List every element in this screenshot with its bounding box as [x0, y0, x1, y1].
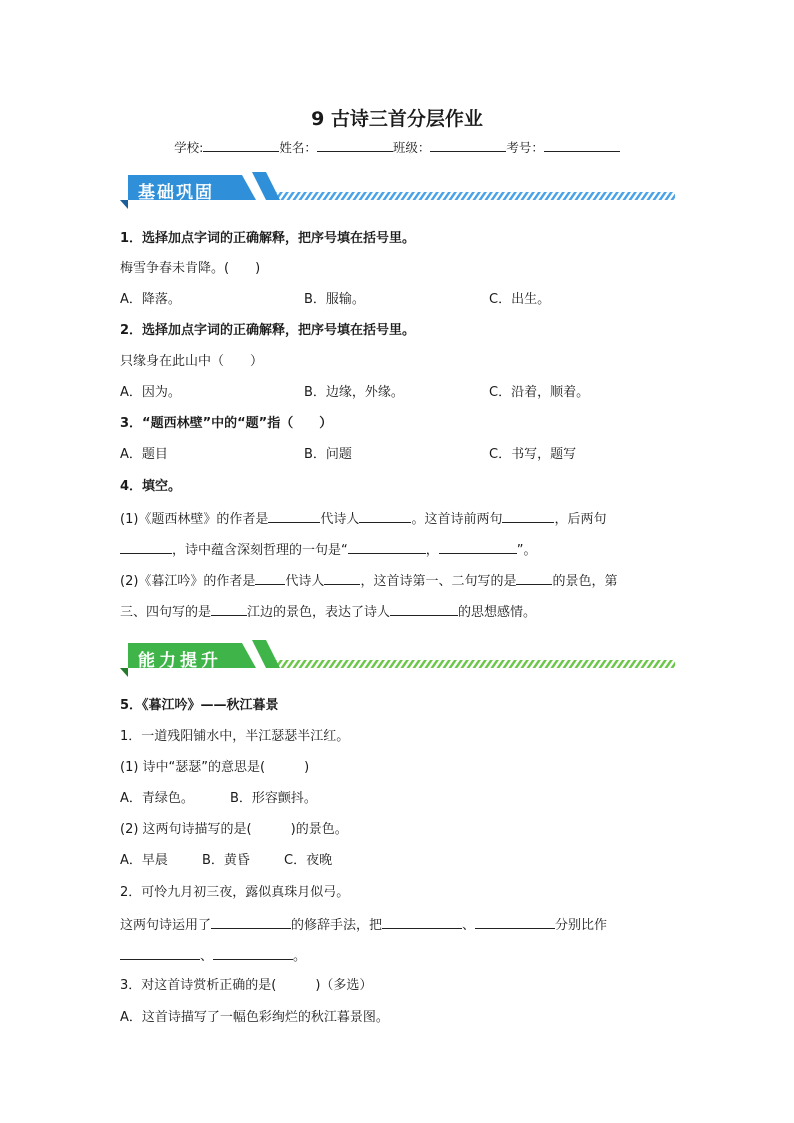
q4-line-4	[120, 602, 536, 622]
section-title-advanced: 能力提升	[138, 651, 222, 671]
q5-item-3: 3．对这首诗赏析正确的是( )（多选）	[120, 978, 373, 993]
q5-item-1: 1．一道残阳铺水中，半江瑟瑟半江红。	[120, 729, 350, 744]
q5-text: 这两句诗运用了	[120, 918, 212, 933]
student-info-line	[0, 138, 794, 156]
q4-blank[interactable]	[359, 509, 411, 523]
section-banner-basic	[120, 172, 675, 210]
q5-text: 。	[293, 949, 307, 964]
q4-line-3	[120, 571, 617, 591]
q5-item-2-line-1	[120, 915, 607, 935]
q5-text: 的修辞手法，把	[291, 918, 383, 933]
q1-option-c[interactable]: C．出生。	[489, 292, 551, 307]
q5-item-1a-option-b[interactable]: B．形容颤抖。	[230, 791, 317, 806]
q4-text: (1)《题西林壁》的作者是	[120, 512, 269, 527]
q3-option-c[interactable]: C．书写，题写	[489, 447, 577, 462]
q4-text: 的思想感情。	[458, 605, 537, 620]
q4-blank[interactable]	[211, 602, 247, 616]
q4-prompt: 4．填空。	[120, 479, 182, 494]
q5-item-1a: (1) 诗中“瑟瑟”的意思是( )	[120, 760, 310, 775]
q4-line-2	[120, 540, 537, 560]
q5-item-1a-option-a[interactable]: A．青绿色。	[120, 791, 194, 806]
q5-blank[interactable]	[120, 946, 200, 960]
q4-text: 。这首诗前两句	[411, 512, 503, 527]
q3-option-b[interactable]: B．问题	[304, 447, 352, 462]
q4-blank[interactable]	[348, 540, 426, 554]
q4-blank[interactable]	[255, 571, 285, 585]
q4-text: ，诗中蕴含深刻哲理的一句是“	[172, 543, 348, 558]
q4-blank[interactable]	[390, 602, 458, 616]
q1-sentence: 梅雪争春未肯降。( )	[120, 261, 261, 276]
q4-text: ，	[425, 543, 439, 558]
q4-text: ”。	[516, 543, 537, 558]
page-title: 9 古诗三首分层作业	[311, 108, 483, 130]
q4-line-1	[120, 509, 606, 529]
q2-option-c[interactable]: C．沿着，顺着。	[489, 385, 590, 400]
name-label: 姓名：	[279, 140, 317, 155]
q4-blank[interactable]	[120, 540, 172, 554]
q5-blank[interactable]	[475, 915, 555, 929]
exam-no-label: 考号：	[506, 140, 544, 155]
q5-item-1b-option-b[interactable]: B．黄昏	[202, 853, 250, 868]
q4-text: (2)《暮江吟》的作者是	[120, 574, 256, 589]
section-title-basic: 基础巩固	[138, 183, 214, 203]
q4-blank[interactable]	[502, 509, 554, 523]
q5-item-3-option-a[interactable]: A．这首诗描写了一幅色彩绚烂的秋江暮景图。	[120, 1010, 389, 1025]
q4-blank[interactable]	[268, 509, 320, 523]
school-field[interactable]	[203, 138, 279, 152]
q5-text: 、	[462, 918, 476, 933]
q1-option-b[interactable]: B．服输。	[304, 292, 365, 307]
q2-sentence: 只缘身在此山中（ ）	[120, 354, 264, 369]
q5-text: 、	[200, 949, 214, 964]
q5-heading: 5．《暮江吟》——秋江暮景	[120, 698, 279, 713]
q1-option-a[interactable]: A．降落。	[120, 292, 181, 307]
q4-blank[interactable]	[439, 540, 517, 554]
q5-item-2-line-2	[120, 946, 306, 966]
q4-text: 的景色，第	[552, 574, 618, 589]
q3-prompt: 3．“题西林壁”中的“题”指（ ）	[120, 416, 333, 431]
q5-item-1b-option-a[interactable]: A．早晨	[120, 853, 168, 868]
q5-blank[interactable]	[211, 915, 291, 929]
q2-option-b[interactable]: B．边缘，外缘。	[304, 385, 404, 400]
section-banner-advanced	[120, 640, 675, 678]
q4-blank[interactable]	[324, 571, 360, 585]
q5-item-2: 2．可怜九月初三夜，露似真珠月似弓。	[120, 885, 350, 900]
exam-no-field[interactable]	[544, 138, 620, 152]
q4-text: 江边的景色，表达了诗人	[247, 605, 391, 620]
q2-option-a[interactable]: A．因为。	[120, 385, 181, 400]
q4-text: 代诗人	[320, 512, 360, 527]
q5-text: 分别比作	[555, 918, 608, 933]
class-field[interactable]	[430, 138, 506, 152]
q4-text: 三、四句写的是	[120, 605, 212, 620]
class-label: 班级：	[392, 140, 431, 155]
q5-item-1b: (2) 这两句诗描写的是( )的景色。	[120, 822, 348, 837]
q2-prompt: 2．选择加点字词的正确解释，把序号填在括号里。	[120, 323, 416, 338]
name-field[interactable]	[317, 138, 393, 152]
q5-blank[interactable]	[213, 946, 293, 960]
q5-item-1b-option-c[interactable]: C．夜晚	[284, 853, 333, 868]
q3-option-a[interactable]: A．题目	[120, 447, 168, 462]
q5-blank[interactable]	[382, 915, 462, 929]
q4-text: ，这首诗第一、二句写的是	[360, 574, 517, 589]
q4-text: ，后两句	[554, 512, 607, 527]
school-label: 学校:	[174, 140, 204, 155]
q1-prompt: 1．选择加点字词的正确解释，把序号填在括号里。	[120, 231, 416, 246]
q4-blank[interactable]	[516, 571, 552, 585]
q4-text: 代诗人	[285, 574, 325, 589]
